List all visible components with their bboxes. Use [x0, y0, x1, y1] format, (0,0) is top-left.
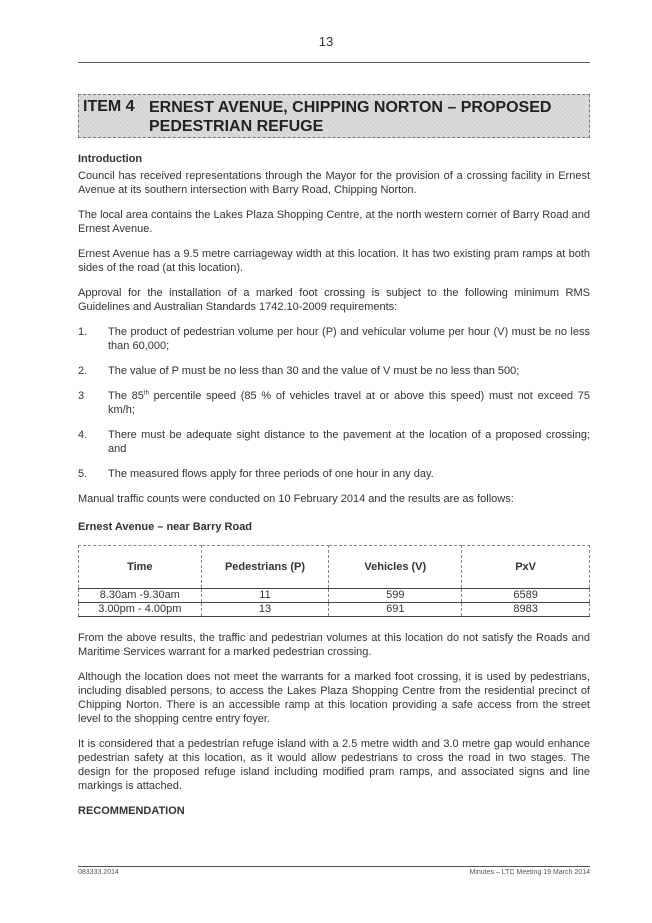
column-header-pedestrians: Pedestrians (P)	[201, 546, 329, 589]
list-text-before: The 85	[108, 390, 144, 402]
paragraph: Although the location does not meet the warrants for a marked foot crossing, it is used by pedestrians, including disabled persons, to access the Lakes Plaza Shopping Centre from the residential precinct of Chipping Norton. There is an accessible ramp at this location providing a safe access from the street level to the shopping centre entry foyer.	[78, 671, 590, 725]
column-header-pxv: PxV	[462, 546, 590, 589]
table-heading: Ernest Avenue – near Barry Road	[78, 521, 253, 533]
list-number: 1.	[78, 326, 88, 338]
table-cell: 8.30am -9.30am	[79, 589, 202, 603]
item-number: ITEM 4	[83, 98, 135, 115]
table-cell: 13	[201, 603, 329, 617]
paragraph: Approval for the installation of a marked foot crossing is subject to the following minimum RMS Guidelines and Australian Standards 1742.10-2009 requirements:	[78, 287, 590, 313]
table-cell: 6589	[462, 589, 590, 603]
table-cell: 3.00pm - 4.00pm	[79, 603, 202, 617]
list-item	[78, 389, 590, 417]
list-item	[78, 467, 590, 481]
list-item	[78, 364, 590, 378]
paragraph: From the above results, the traffic and pedestrian volumes at this location do not satisfy the Roads and Maritime Services warrant for a marked pedestrian crossing.	[78, 632, 590, 658]
list-text: There must be adequate sight distance to the pavement at the location of a proposed crossing; and	[108, 429, 590, 455]
list-text: The product of pedestrian volume per hour (P) and vehicular volume per hour (V) must be no less than 60,000;	[108, 326, 590, 352]
column-header-vehicles: Vehicles (V)	[329, 546, 462, 589]
list-number: 2.	[78, 365, 88, 377]
requirements-list	[78, 325, 590, 481]
introduction-heading: Introduction	[78, 153, 143, 165]
footer-reference: 083333.2014	[78, 869, 119, 876]
paragraph: Ernest Avenue has a 9.5 metre carriageway width at this location. It has two existing pram ramps at both sides of the road (at this location).	[78, 248, 590, 274]
item-title: ERNEST AVENUE, CHIPPING NORTON – PROPOSED PEDESTRIAN REFUGE	[149, 99, 552, 135]
list-number: 5.	[78, 468, 88, 480]
list-text: The value of P must be no less than 30 and the value of V must be no less than 500;	[108, 365, 520, 377]
list-item	[78, 325, 590, 353]
footer-meeting: Minutes – LTC Meeting 19 March 2014	[469, 869, 590, 876]
table-cell: 599	[329, 589, 462, 603]
ordinal-superscript: th	[143, 390, 149, 397]
list-text: The measured flows apply for three periods of one hour in any day.	[108, 468, 434, 480]
list-text	[108, 389, 590, 417]
table-cell: 11	[201, 589, 329, 603]
column-header-time: Time	[79, 546, 202, 589]
table-cell: 8983	[462, 603, 590, 617]
table-row	[79, 589, 590, 603]
document-body	[78, 152, 590, 818]
list-number: 4.	[78, 429, 88, 441]
recommendation-heading: RECOMMENDATION	[78, 805, 185, 817]
table-row	[79, 603, 590, 617]
paragraph: It is considered that a pedestrian refuge island with a 2.5 metre width and 3.0 metre gap would enhance pedestrian safety at this location, as it would allow pedestrians to cross the road in two stages. The design for the proposed refuge island including modified pram ramps, and associated signs and line markings is attached.	[78, 738, 590, 792]
paragraph: The local area contains the Lakes Plaza Shopping Centre, at the north western corner of Barry Road and Ernest Avenue.	[78, 209, 590, 235]
list-number: 3	[78, 390, 85, 402]
header-rule	[78, 62, 590, 63]
paragraph: Council has received representations through the Mayor for the provision of a crossing facility in Ernest Avenue at its southern intersection with Barry Road, Chipping Norton.	[78, 170, 590, 196]
footer-rule	[78, 866, 590, 867]
traffic-counts-table	[78, 545, 590, 617]
list-text-after: percentile speed (85 % of vehicles travel at or above this speed) must not exceed 75 km/h;	[108, 390, 590, 416]
table-cell: 691	[329, 603, 462, 617]
item-title-box	[78, 94, 590, 138]
list-item	[78, 428, 590, 456]
counts-intro: Manual traffic counts were conducted on 10 February 2014 and the results are as follows:	[78, 493, 514, 505]
page-number: 13	[318, 34, 334, 49]
table-header-row	[79, 546, 590, 589]
